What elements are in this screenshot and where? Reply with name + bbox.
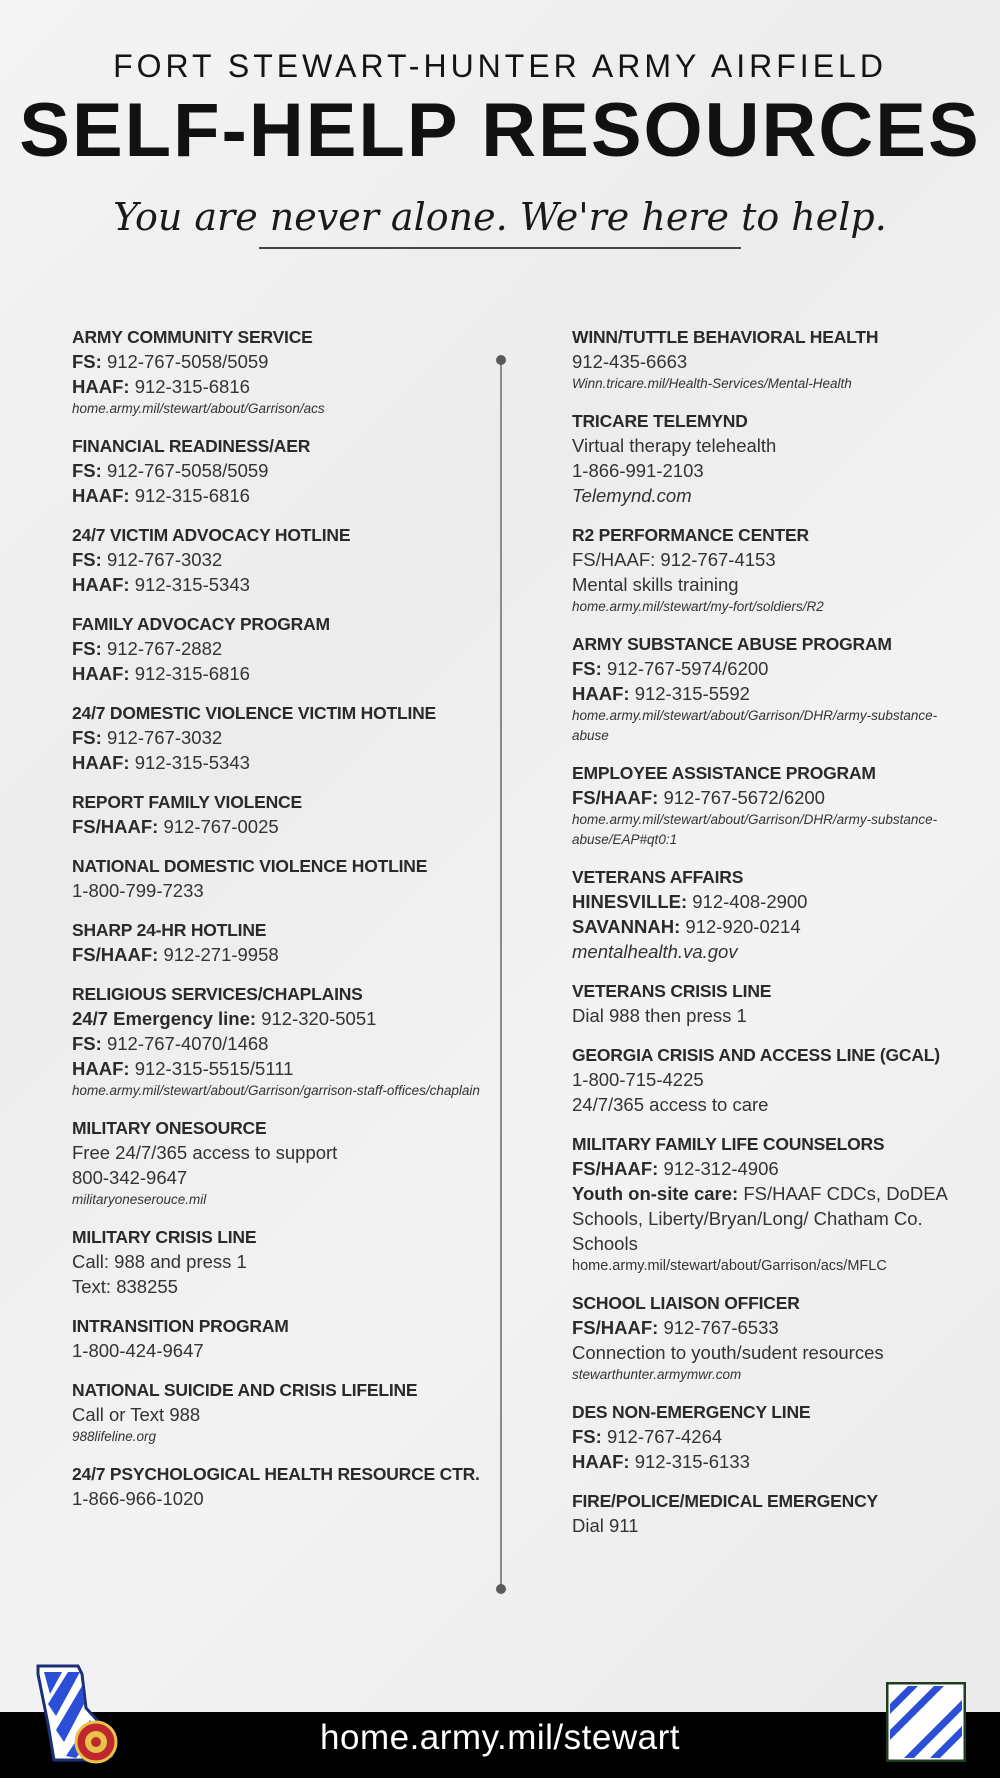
resource-entry (72, 1462, 492, 1511)
resource-entry (72, 1314, 492, 1363)
resource-entry (72, 1225, 492, 1299)
resource-title: MILITARY ONESOURCE (72, 1118, 267, 1138)
haaf-phone-label: HAAF: (72, 485, 130, 506)
haaf-phone (72, 1056, 492, 1081)
fs-phone-value: 912-767-4264 (606, 1426, 723, 1447)
fs-phone-value: 912-767-2882 (106, 638, 223, 659)
fs-phone (72, 636, 492, 661)
resource-entry (572, 325, 952, 394)
url-link[interactable]: Winn.tricare.mil/Health-Services/Mental-Health (572, 376, 852, 391)
fs-phone-value: 912-767-3032 (106, 549, 223, 570)
haaf-phone-value: 912-315-6816 (134, 663, 250, 684)
info-line: Mental skills training (572, 574, 739, 595)
fs-haaf-phone (72, 942, 492, 967)
resource-entry (572, 523, 952, 617)
url-link[interactable]: militaryoneserouce.mil (72, 1192, 207, 1207)
resource-title: ARMY SUBSTANCE ABUSE PROGRAM (572, 634, 892, 654)
kicker-text: FORT STEWART-HUNTER ARMY AIRFIELD (113, 48, 887, 84)
resource-title: NATIONAL DOMESTIC VIOLENCE HOTLINE (72, 856, 428, 876)
info-line: 1-800-715-4225 (572, 1069, 704, 1090)
haaf-phone (72, 483, 492, 508)
fs-phone-value: 912-767-5058/5059 (106, 351, 269, 372)
resource-entry (72, 918, 492, 967)
haaf-phone (72, 572, 492, 597)
fs-haaf-phone (72, 814, 492, 839)
haaf-phone-label: HAAF: (572, 683, 630, 704)
resource-title: R2 PERFORMANCE CENTER (572, 525, 809, 545)
savannah-phone (572, 914, 952, 939)
hinesville-phone-value: 912-408-2900 (692, 891, 808, 912)
haaf-phone-label: HAAF: (72, 752, 130, 773)
haaf-phone-value: 912-315-6816 (134, 376, 250, 397)
resource-entry (572, 761, 952, 850)
haaf-phone-value: 912-315-5515/5111 (134, 1058, 294, 1079)
resource-title: VETERANS CRISIS LINE (572, 981, 772, 1001)
youth-care-line-value: FS/HAAF CDCs, DoDEA Schools, Liberty/Bryan/Long/ Chatham Co. Schools (572, 1183, 947, 1254)
haaf-phone (72, 661, 492, 686)
fs-phone-label: FS: (72, 727, 102, 748)
youth-care-line-label: Youth on-site care: (572, 1183, 739, 1204)
resource-entry (572, 1043, 952, 1117)
url-link[interactable]: home.army.mil/stewart/about/Garrison/acs/MFLC (572, 1258, 887, 1274)
savannah-phone-label: SAVANNAH: (572, 916, 681, 937)
header (0, 48, 1000, 249)
resource-entry (72, 325, 492, 419)
resource-entry (72, 612, 492, 686)
resource-title: TRICARE TELEMYND (572, 411, 748, 431)
fs-haaf-phone-label: FS/HAAF: (572, 787, 659, 808)
website-link[interactable]: Telemynd.com (572, 485, 692, 506)
fs-phone-label: FS: (572, 1426, 602, 1447)
resource-title: NATIONAL SUICIDE AND CRISIS LIFELINE (72, 1380, 418, 1400)
resource-entry (72, 1116, 492, 1210)
third-infantry-patch-icon (886, 1682, 966, 1762)
haaf-phone (572, 681, 952, 706)
fs-phone (72, 1031, 492, 1056)
resource-title: WINN/TUTTLE BEHAVIORAL HEALTH (572, 327, 879, 347)
divider-bottom-dot (496, 1584, 506, 1594)
resource-title: MILITARY CRISIS LINE (72, 1227, 257, 1247)
fs-haaf-phone-value: 912-271-9958 (163, 944, 279, 965)
fs-phone-value: 912-767-3032 (106, 727, 223, 748)
haaf-phone (572, 1449, 952, 1474)
resource-entry (72, 434, 492, 508)
resource-title: REPORT FAMILY VIOLENCE (72, 792, 302, 812)
fs-phone-label: FS: (72, 638, 102, 659)
resource-entry (572, 1489, 952, 1538)
url-link[interactable]: home.army.mil/stewart/about/Garrison/acs (72, 401, 325, 416)
url-link[interactable]: stewarthunter.armymwr.com (572, 1367, 742, 1382)
divider-top-dot (496, 355, 506, 365)
resource-entry (72, 1378, 492, 1447)
haaf-phone-value: 912-315-5343 (134, 752, 250, 773)
haaf-phone-value: 912-315-6133 (634, 1451, 750, 1472)
url-link[interactable]: home.army.mil/stewart/about/Garrison/DHR/army-substance-abuse/EAP#qt0:1 (572, 812, 938, 847)
haaf-phone-label: HAAF: (72, 574, 130, 595)
emergency-line-label: 24/7 Emergency line: (72, 1008, 257, 1029)
hinesville-phone (572, 889, 952, 914)
info-line: 1-800-424-9647 (72, 1340, 204, 1361)
fs-haaf-phone-value: 912-312-4906 (663, 1158, 779, 1179)
emergency-line-value: 912-320-5051 (261, 1008, 377, 1029)
info-line: 800-342-9647 (72, 1167, 188, 1188)
fs-haaf-phone-value: 912-767-5672/6200 (663, 787, 825, 808)
page-title: SELF-HELP RESOURCES (19, 88, 981, 173)
info-line: Call: 988 and press 1 (72, 1251, 247, 1272)
resource-title: EMPLOYEE ASSISTANCE PROGRAM (572, 763, 876, 783)
resource-title: DES NON-EMERGENCY LINE (572, 1402, 811, 1422)
resource-title: FINANCIAL READINESS/AER (72, 436, 311, 456)
resource-entry (72, 854, 492, 903)
fs-phone (72, 725, 492, 750)
info-line: Text: 838255 (72, 1276, 178, 1297)
resource-entry (572, 1400, 952, 1474)
haaf-phone-label: HAAF: (72, 663, 130, 684)
resource-entry (72, 523, 492, 597)
info-line: 24/7/365 access to care (572, 1094, 769, 1115)
info-line: Call or Text 988 (72, 1404, 201, 1425)
resource-entry (72, 982, 492, 1101)
resource-title: VETERANS AFFAIRS (572, 867, 744, 887)
fs-phone (72, 547, 492, 572)
info-line: Dial 988 then press 1 (572, 1005, 747, 1026)
fs-haaf-phone-label: FS/HAAF: (72, 944, 159, 965)
fs-phone (572, 656, 952, 681)
fs-phone (572, 1424, 952, 1449)
haaf-phone (72, 374, 492, 399)
youth-care-line (572, 1181, 952, 1256)
resource-entry (572, 1132, 952, 1276)
resource-title: MILITARY FAMILY LIFE COUNSELORS (572, 1134, 885, 1154)
info-line: 1-800-799-7233 (72, 880, 204, 901)
fs-phone-label: FS: (72, 460, 102, 481)
haaf-phone (72, 750, 492, 775)
haaf-phone-value: 912-315-5343 (134, 574, 250, 595)
haaf-phone-value: 912-315-5592 (634, 683, 750, 704)
resource-title: FAMILY ADVOCACY PROGRAM (72, 614, 330, 634)
fs-haaf-phone-label: FS/HAAF: (572, 1317, 659, 1338)
resource-title: 24/7 PSYCHOLOGICAL HEALTH RESOURCE CTR. (72, 1464, 480, 1484)
hinesville-phone-label: HINESVILLE: (572, 891, 688, 912)
haaf-phone-label: HAAF: (572, 1451, 630, 1472)
tagline: You are never alone. We're here to help. (113, 195, 887, 239)
fs-phone-value: 912-767-5058/5059 (106, 460, 269, 481)
info-line: 1-866-966-1020 (72, 1488, 204, 1509)
fs-phone-value: 912-767-4070/1468 (106, 1033, 269, 1054)
resource-title: SCHOOL LIAISON OFFICER (572, 1293, 800, 1313)
url-link[interactable]: home.army.mil/stewart/about/Garrison/garrison-staff-offices/chaplain (72, 1083, 480, 1098)
resource-title: SHARP 24-HR HOTLINE (72, 920, 267, 940)
website-link[interactable]: mentalhealth.va.gov (572, 941, 738, 962)
haaf-phone-value: 912-315-6816 (134, 485, 250, 506)
fs-phone-label: FS: (72, 549, 102, 570)
resource-title: RELIGIOUS SERVICES/CHAPLAINS (72, 984, 363, 1004)
fs-haaf-phone-value: 912-767-0025 (163, 816, 279, 837)
footer-url-link[interactable]: home.army.mil/stewart (320, 1718, 680, 1757)
resource-entry (572, 409, 952, 508)
resource-title: GEORGIA CRISIS AND ACCESS LINE (GCAL) (572, 1045, 940, 1065)
fs-haaf-phone-label: FS/HAAF: (572, 1158, 659, 1179)
georgia-unit-logo (34, 1664, 130, 1764)
info-line: Virtual therapy telehealth (572, 435, 777, 456)
resource-title: FIRE/POLICE/MEDICAL EMERGENCY (572, 1491, 878, 1511)
info-line: Connection to youth/sudent resources (572, 1342, 884, 1363)
resource-entry (72, 701, 492, 775)
url-link[interactable]: home.army.mil/stewart/about/Garrison/DHR/army-substance-abuse (572, 708, 938, 743)
fs-phone (72, 458, 492, 483)
resource-title: INTRANSITION PROGRAM (72, 1316, 289, 1336)
resource-entry (572, 865, 952, 964)
tagline-underline (259, 247, 741, 249)
emergency-line (72, 1006, 492, 1031)
url-link[interactable]: home.army.mil/stewart/my-fort/soldiers/R2 (572, 599, 824, 614)
url-link[interactable]: 988lifeline.org (72, 1429, 157, 1444)
fs-haaf-phone-label: FS/HAAF: (72, 816, 159, 837)
fs-haaf-phone (572, 785, 952, 810)
info-line: Free 24/7/365 access to support (72, 1142, 338, 1163)
fs-haaf-phone-value: 912-767-6533 (663, 1317, 779, 1338)
haaf-phone-label: HAAF: (72, 1058, 130, 1079)
column-divider (500, 360, 502, 1590)
info-line: 1-866-991-2103 (572, 460, 704, 481)
resource-entry (72, 790, 492, 839)
fs-phone-value: 912-767-5974/6200 (606, 658, 769, 679)
fs-phone (72, 349, 492, 374)
resource-entry (572, 979, 952, 1028)
resource-entry (572, 632, 952, 746)
fs-haaf-phone (572, 1315, 952, 1340)
info-line: 912-435-6663 (572, 351, 688, 372)
fs-phone-label: FS: (572, 658, 602, 679)
info-line: FS/HAAF: 912-767-4153 (572, 549, 776, 570)
resource-title: ARMY COMMUNITY SERVICE (72, 327, 313, 347)
fs-phone-label: FS: (72, 351, 102, 372)
savannah-phone-value: 912-920-0214 (685, 916, 801, 937)
resource-title: 24/7 DOMESTIC VIOLENCE VICTIM HOTLINE (72, 703, 437, 723)
haaf-phone-label: HAAF: (72, 376, 130, 397)
left-column (72, 325, 492, 1526)
fs-haaf-phone (572, 1156, 952, 1181)
resource-entry (572, 1291, 952, 1385)
info-line: Dial 911 (572, 1515, 639, 1536)
fs-phone-label: FS: (72, 1033, 102, 1054)
resource-title: 24/7 VICTIM ADVOCACY HOTLINE (72, 525, 351, 545)
right-column (572, 325, 952, 1553)
